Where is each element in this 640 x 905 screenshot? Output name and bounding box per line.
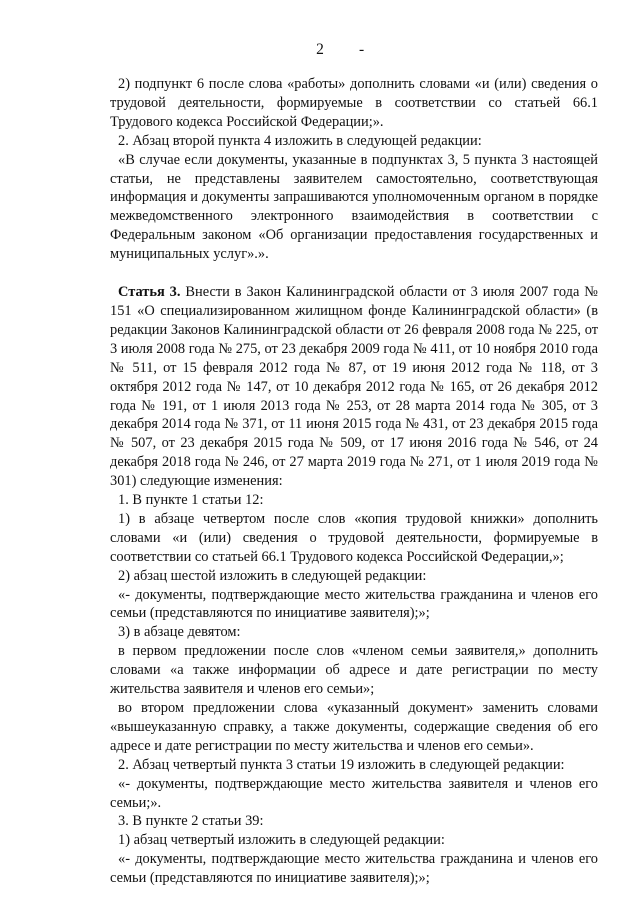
paragraph-article-19-text: «- документы, подтверждающие место жительства заявителя и членов его семьи;». — [110, 775, 598, 811]
paragraph-point-1-article-12: 1. В пункте 1 статьи 12: — [118, 492, 264, 509]
paragraph-abz-6-heading: 2) абзац шестой изложить в следующей редакции: — [118, 567, 427, 584]
page-number: 2 — [316, 41, 324, 58]
section-gap — [110, 264, 598, 283]
paragraph-article-39: 3. В пункте 2 статьи 39: — [118, 813, 264, 830]
article-3-text: Внести в Закон Калининградской области от 3 июля 2007 года № 151 «О специализированном жилищном фонде Калининградской области» (в редакции Законов Калининградской области от 26 февраля 2008 года № 225, от 3 июля 2008 года № 275, от 23 декабря 2009 года № 411, от 10 ноября 2010 года № 511, от 15 февраля 2012 года № 87, от 19 июня 2012 года № 118, от 3 октября 2012 года № 147, от 10 декабря 2012 года № 165, от 26 декабря 2012 года № 191, от 1 июля 2013 года № 253, от 28 марта 2014 года № 305, от 3 декабря 2014 года № 371, от 11 июня 2015 года № 431, от 23 декабря 2015 года № 507, от 23 декабря 2015 года № 509, от 17 июня 2016 года № 546, от 24 декабря 2018 года № 246, от 27 марта 2019 года № 271, от 1 июля 2019 года № 301) следующие изменения: — [110, 284, 598, 490]
paragraph-abz-6-text: «- документы, подтверждающие место жительства гражданина и членов его семьи (представляются по инициативе заявителя);»; — [110, 586, 598, 622]
paragraph-point-4-heading: 2. Абзац второй пункта 4 изложить в следующей редакции: — [118, 132, 482, 149]
paragraph-article-19: 2. Абзац четвертый пункта 3 статьи 19 изложить в следующей редакции: — [118, 756, 565, 773]
paragraph-abz-4: 1) в абзаце четвертом после слов «копия трудовой книжки» дополнить словами «и (или) сведения о трудовой деятельности, формируемые в соответствии со статьей 66.1 Трудового кодекса Российской Федерации,»; — [110, 510, 598, 565]
article-3-paragraph — [110, 283, 598, 491]
document-body — [110, 75, 598, 888]
paragraph-quoted-amendment: «В случае если документы, указанные в подпунктах 3, 5 пункта 3 настоящей статьи, не представлены заявителем самостоятельно, соответствующая информация и документы запрашиваются уполномоченным органом в порядке межведомственного электронного взаимодействия в соответствии с Федеральным законом «Об организации предоставления государственных и муниципальных услуг».». — [110, 151, 598, 263]
paragraph-article-39-text: «- документы, подтверждающие место жительства гражданина и членов его семьи (представляются по инициативе заявителя);»; — [110, 851, 598, 887]
page-mark: - — [359, 41, 365, 58]
paragraph-subpoint-6: 2) подпункт 6 после слова «работы» дополнить словами «и (или) сведения о трудовой деятельности, формируемые в соответствии со статьей 66.1 Трудового кодекса Российской Федерации;». — [110, 76, 598, 130]
paragraph-abz-9-second: во втором предложении слова «указанный документ» заменить словами «вышеуказанную справку, а также документы, содержащие сведения об его адресе и дате регистрации по месту жительства и членов его семьи». — [110, 700, 598, 754]
article-3-heading: Статья 3. — [118, 284, 181, 301]
paragraph-abz-9-heading: 3) в абзаце девятом: — [118, 624, 241, 641]
paragraph-article-39-abz-4: 1) абзац четвертый изложить в следующей редакции: — [118, 832, 445, 849]
paragraph-abz-9-first: в первом предложении после слов «членом семьи заявителя,» дополнить словами «а также информации об адресе и дате регистрации по месту жительства заявителя и членов его семьи»; — [110, 643, 598, 698]
